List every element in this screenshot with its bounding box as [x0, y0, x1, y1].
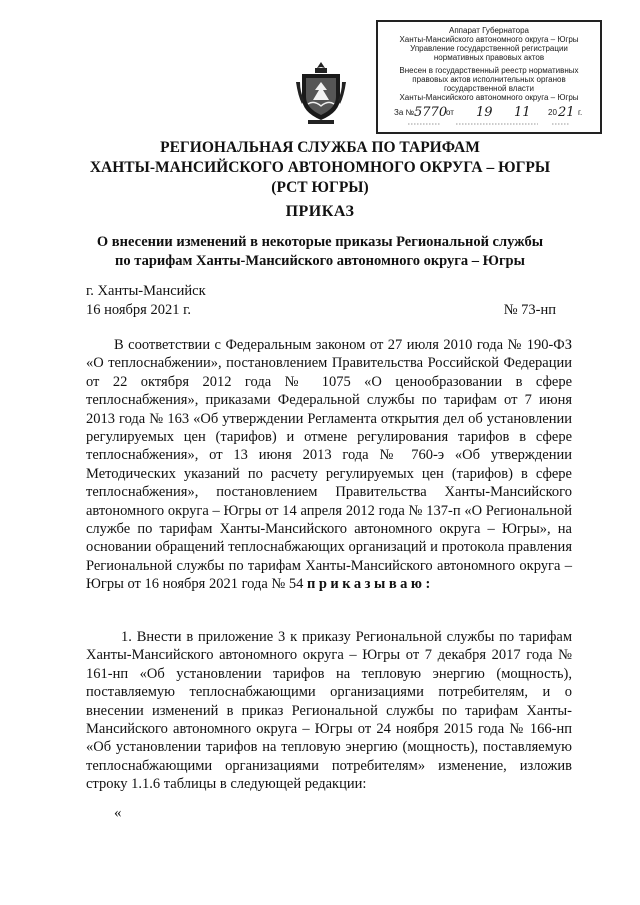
stamp-line: правовых актов исполнительных органов — [412, 75, 566, 84]
stamp-reg-year-prefix: 20 — [548, 108, 557, 117]
order-keyword: приказываю: — [307, 576, 434, 593]
document-city: г. Ханты-Мансийск — [86, 283, 206, 299]
order-item-1: 1. Внести в приложение 3 к приказу Региональной службы по тарифам Ханты-Мансийского автономного округа – Югры от 7 декабря 2017 года № 161-нп «Об установлении тарифов на тепловую энергию (мощность), поставляемую теплоснабжающими организациями потребителям, и о внесении изменений в приказ Региональной службы по тарифам Ханты-Мансийского автономного округа – Югры от 24 ноября 2015 года № 166-нп «Об установлении тарифов на тепловую энергию (мощность), поставляемую теплоснабжающими организациями потребителям» изменение, изложив строку 1.1.6 таблицы в следующей редакции: — [86, 629, 572, 793]
document-date: 16 ноября 2021 г. — [86, 302, 192, 318]
registration-stamp — [376, 20, 602, 134]
org-line: РЕГИОНАЛЬНАЯ СЛУЖБА ПО ТАРИФАМ — [160, 139, 480, 156]
stamp-reg-year-suffix: 21 — [558, 105, 575, 120]
stamp-reg-month: 11 — [514, 105, 531, 120]
preamble-paragraph — [86, 336, 572, 594]
stamp-line: Аппарат Губернатора — [449, 26, 529, 35]
opening-quote: « — [114, 805, 122, 821]
stamp-reg-number: 5770 — [414, 105, 448, 120]
stamp-reg-day: 19 — [476, 105, 493, 120]
org-line: ХАНТЫ-МАНСИЙСКОГО АВТОНОМНОГО ОКРУГА – ЮГРЫ — [89, 159, 551, 176]
document-type: ПРИКАЗ — [285, 203, 355, 220]
organization-header — [60, 138, 580, 198]
stamp-reg-suffix: г. — [578, 108, 583, 117]
document-subject — [60, 233, 580, 271]
stamp-line: государственной власти — [443, 84, 535, 93]
stamp-reg-from: от — [446, 108, 454, 117]
stamp-line: Внесен в государственный реестр нормативных — [399, 66, 579, 75]
stamp-line: Ханты-Мансийского автономного округа – Югры — [399, 35, 579, 44]
stamp-registration-line — [382, 105, 596, 119]
subject-line: по тарифам Ханты-Мансийского автономного округа – Югры — [115, 253, 525, 269]
preamble-text: В соответствии с Федеральным законом от 27 июля 2010 года № 190-ФЗ «О теплоснабжении», постановлением Правительства Российской Федерации от 22 октября 2012 года № 1075 «О ценообразовании в сфере теплоснабжения», приказами Федеральной службы по тарифам от 7 июня 2013 года № 163 «Об утверждении Регламента открытия дел об установлении регулируемых цен (тарифов) и отмене регулирования тарифов в сфере теплоснабжения», от 13 июня 2013 года № 760-э «Об утверждении Методических указаний по расчету регулируемых цен (тарифов) в сфере теплоснабжения», постановлением Правительства Ханты-Мансийского автономного округа – Югры от 14 апреля 2012 года № 137-п «О Региональной службе по тарифам Ханты-Мансийского автономного округа – Югры», на основании обращений теплоснабжающих организаций и протокола правления Региональной службы по тарифам Ханты-Мансийского автономного округа – Югры от 16 ноября 2021 года № 54 — [86, 337, 572, 593]
stamp-reg-prefix: За № — [394, 108, 415, 117]
stamp-line: Управление государственной регистрации — [410, 44, 568, 53]
stamp-line: нормативных правовых актов — [433, 53, 545, 62]
subject-line: О внесении изменений в некоторые приказы Региональной службы — [96, 234, 544, 250]
document-number: № 73-нп — [503, 302, 556, 318]
coat-of-arms-icon — [294, 60, 348, 126]
stamp-line: Ханты-Мансийского автономного округа – Югры — [399, 93, 579, 102]
org-line: (РСТ ЮГРЫ) — [271, 179, 369, 196]
